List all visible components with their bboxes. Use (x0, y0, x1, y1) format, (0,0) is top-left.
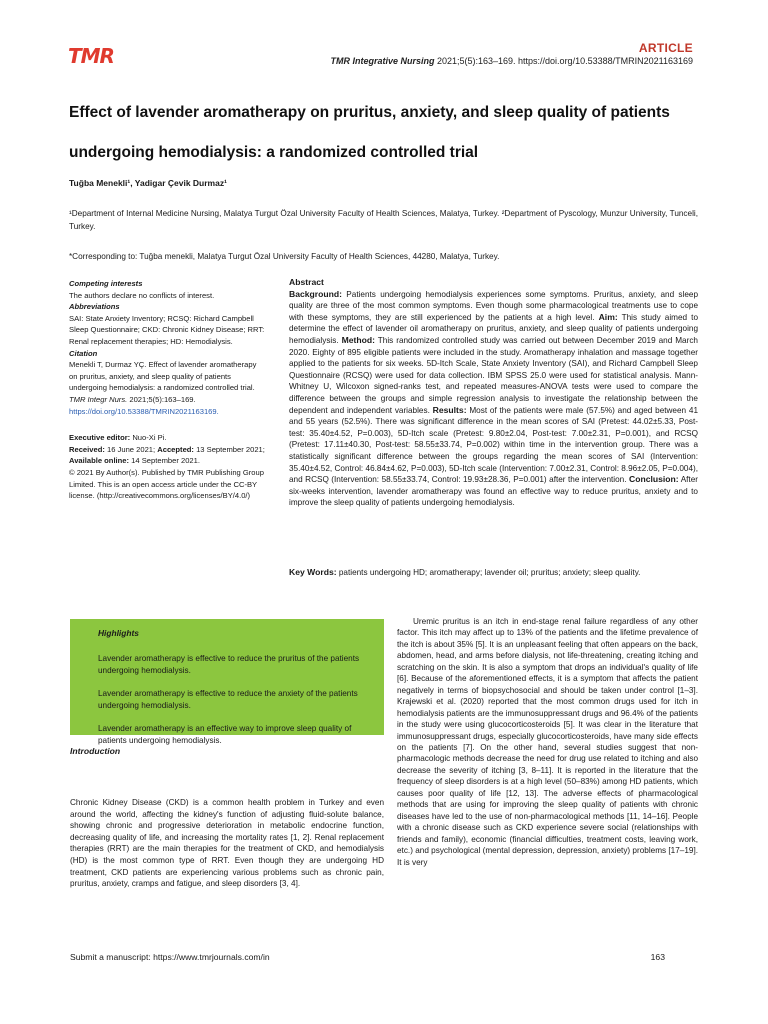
copyright-text: © 2021 By Author(s). Published by TMR Publishing Group Limited. This is an open access article under the CC-BY license. (http://creativecommons.org/licenses/BY/4.0/) (69, 467, 264, 501)
conclusion-text: After six-weeks intervention, lavender aromatherapy was found an effective way to reduce pruritus, anxiety and to improve the sleep quality of patients undergoing hemodialysis. (289, 475, 698, 508)
citation-text (69, 359, 265, 417)
title-line-2: undergoing hemodialysis: a randomized controlled trial (69, 144, 479, 161)
highlights-box (70, 619, 384, 745)
journal-name: TMR Integrative Nursing (330, 56, 435, 66)
accepted-date: 13 September 2021; (193, 444, 265, 454)
keywords-text: patients undergoing HD; aromatherapy; lavender oil; pruritus; anxiety; sleep quality. (336, 568, 641, 577)
executive-editor (69, 432, 265, 444)
journal-reference (330, 56, 693, 66)
abstract-body (289, 289, 698, 509)
submit-manuscript-link[interactable]: Submit a manuscript: https://www.tmrjournals.com/in (70, 952, 270, 962)
corresponding-author: *Corresponding to: Tuğba menekli, Malatya Turgut Özal University Faculty of Health Sciences, 44280, Malatya, Turkey. (69, 252, 500, 261)
introduction-heading: Introduction (70, 746, 121, 756)
accepted-label: Accepted: (157, 444, 194, 454)
online-label: Available online: (69, 456, 130, 466)
authors: Tuğba Menekli¹, Yadigar Çevik Durmaz¹ (69, 178, 227, 188)
received-label: Received: (69, 444, 105, 454)
highlight-item: Lavender aromatherapy is effective to reduce the pruritus of the patients undergoing hemodialysis. (98, 654, 360, 675)
results-label: Results: (432, 404, 467, 415)
received-date: 16 June 2021; (104, 444, 158, 454)
online-date: 14 September 2021. (129, 456, 200, 466)
journal-doi: 2021;5(5):163–169. https://doi.org/10.53388/TMRIN2021163169 (434, 56, 693, 66)
keywords-label: Key Words: (289, 567, 337, 577)
right-column-text: Uremic pruritus is an itch in end-stage renal failure regardless of any other factor. This itch may affect up to 13% of the patients and the lifetime prevalence of the itch is about 35% [5]. It is an unpleasant feeling that often appears on the back, abdomen, head, and arms before dialysis, not life-threatening, creating itching and scratching on the skin. It is also a symptom that drops an individual's quality of life [6]. Because of the aforementioned effects, it is a symptom that affects the patient negatively in terms of biopsychosocial and should be taken under control [1–3]. Krajewski et al. (2020) reported that the most common drugs used for itch in hemodialysis patients are the immunosuppressant drugs and 96.4% of the patients in the study were using glucocorticosteroids [5]. It was clear in the literature that immunosuppressant drugs, especially glucocorticosteroids, have many side effects on the patients [7]. On the other hand, several studies suggest that non-pharmacologic methods decrease the need for drug use related to itching and also decrease the severity of itching [3, 8–11]. It is reported in the literature that the frequency of sleep disorders is at a high level (50–83%) among HD patients, which causes poor quality of life [12, 13]. The adverse effects of pharmacological methods that are using for improving the sleep quality of patients with chronic diseases have led to the use of non-pharmacological methods [11, 14–16]. People with a chronic disease such as CKD experience severe social (relationships with friends and family), economic (financial difficulties, treatment costs, leaving work, etc.) and psychological (mental depression, depression, anxiety) problems [17–19]. It is very (397, 617, 698, 867)
aim-label: Aim: (598, 311, 618, 322)
citation-journal: TMR Integr Nurs. (69, 394, 128, 404)
keywords (289, 567, 640, 577)
highlight-item: Lavender aromatherapy is an effective way to improve sleep quality of patients undergoing hemodialysis. (98, 724, 352, 745)
exec-editor-name: Nuo-Xi Pi. (130, 433, 167, 443)
highlights-title: Highlights (98, 628, 139, 638)
abstract (289, 277, 698, 509)
method-text: This randomized controlled study was carried out between December 2019 and March 2020. Eighty of 895 eligible patients were included in the study. Aromatherapy inhalation and massage together applied to the patients for six weeks. 5D-Itch Scale, State Anxiety Inventory (SAI), and Richard Campbell Sleep Questionnaire (RCSQ) were used for data collection. IBM SPSS 25.0 were used for statistical analysis. Mann-Whitney U, Wilcoxon signed-ranks test, and repeated measures-ANOVA tests were used to compare the difference between the groups and simple regression analysis to investigate the relationship between the dependent and independent variables. (289, 335, 698, 415)
page-number: 163 (650, 952, 665, 962)
affiliations: ¹Department of Internal Medicine Nursing, Malatya Turgut Özal University Faculty of Health Sciences, Malatya, Turkey. ²Department of Pyscology, Munzur University, Tunceli, Turkey. (69, 209, 698, 231)
journal-logo: TMR (68, 44, 114, 68)
title-line-1: Effect of lavender aromatherapy on pruritus, anxiety, and sleep quality of patients (69, 104, 670, 121)
method-label: Method: (341, 334, 375, 345)
competing-text: The authors declare no conflicts of interest. (69, 290, 215, 300)
abbreviations-heading: Abbreviations (69, 302, 120, 312)
article-type-label: ARTICLE (638, 41, 693, 55)
results-text: Most of the patients were male (57.5%) and aged between 41 and 55 years (52.5%). There was significant difference in the mean scores of SAI (Pretest: 44.02±5.33, Post-test: 35.40±4.52, P=0.003), 5D-Itch scale (Pretest: 9.80±2.04, Post-test: 7.00±2.31, P=0.001), and RCSQ (Pretest: 17.11±40.30, Post-test: 58.55±33.74, P=0.002) within time in the intervention group. There was a statistically significant difference between the groups regarding the mean scores of SAI (Intervention: 35.40±4.52, Control: 46.84±4.62, P=0.003), 5D-Itch scale (Intervention: 7.00±2.31, Control: 8.96±2.05, P=0.004), and RCSQ (Intervention: 58.55±33.74, Control: 19.93±28.36, P=0.001) after the intervention. (289, 405, 698, 485)
exec-editor-label: Executive editor: (69, 433, 131, 443)
introduction-text: Chronic Kidney Disease (CKD) is a common health problem in Turkey and even around the world, affecting the kidney's function of adjusting fluid-solute balance, showing chronic and progressive deterioration in metabolic endocrine function, decreasing quality of life, and increasing the mortality rates [1, 2]. Renal replacement therapies (RRT) are the main therapies for the treatment of CKD, and hemodialysis (HD) is the most common type of RRT. Even though they are undergoing HD treatment, CKD patients are experiencing various problems such as chronic pain, pruritus, anxiety, cramps and fatigue, and sleep disorders [3, 4]. (70, 798, 384, 889)
highlight-item: Lavender aromatherapy is effective to reduce the anxiety of the patients undergoing hemodialysis. (98, 689, 358, 710)
aim-text: This study aimed to determine the effect of lavender oil aromatherapy on pruritus, anxiety, and sleep quality of patients undergoing hemodialysis. (289, 312, 699, 345)
citation-ref: 2021;5(5):163–169. (127, 394, 196, 404)
citation-body: Menekli T, Durmaz YÇ. Effect of lavender aromatherapy on pruritus, anxiety, and sleep quality of patients undergoing hemodialysis: a randomized controlled trial. (69, 360, 257, 393)
citation-heading: Citation (69, 348, 98, 358)
abbreviations-text: SAI: State Anxiety Inventory; RCSQ: Richard Campbell Sleep Questionnaire; CKD: Chronic Kidney Disease; RRT: Renal replacement therapies; HD: Hemodialysis. (69, 313, 265, 346)
competing-heading: Competing interests (69, 279, 143, 288)
conclusion-label: Conclusion: (629, 474, 679, 485)
abstract-heading: Abstract (289, 277, 324, 287)
citation-doi-link[interactable]: https://doi.org/10.53388/TMRIN2021163169. (69, 406, 219, 416)
background-label: Background: (289, 288, 342, 299)
background-text: Patients undergoing hemodialysis experiences some symptoms. Pruritus, anxiety, and sleep quality are three of the most common symptoms. Even though some pharmacological treatments use to cope with these symptoms, they are still experienced by the patients at a high level. (289, 289, 698, 322)
article-info-column (69, 278, 265, 502)
dates (69, 444, 265, 467)
